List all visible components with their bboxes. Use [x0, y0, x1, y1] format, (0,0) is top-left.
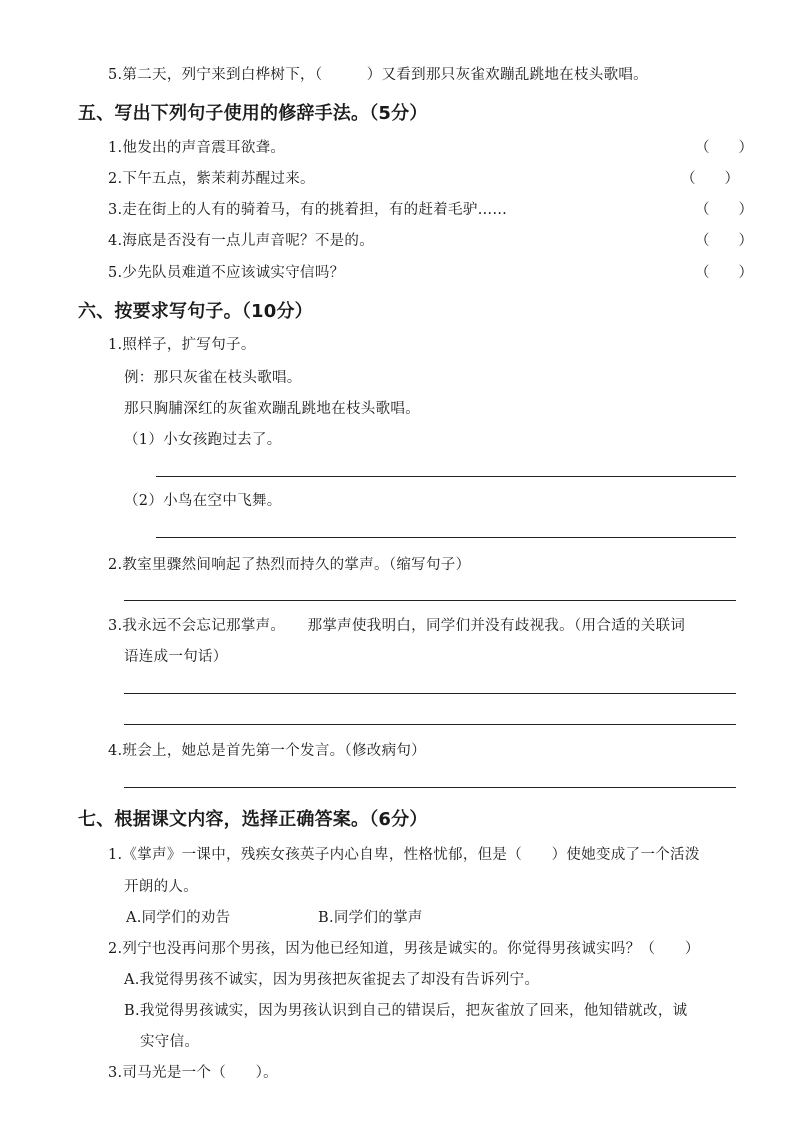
answer-line-q3-b[interactable] [124, 724, 736, 725]
s5-answer-paren-5[interactable]: （ ） [695, 265, 753, 281]
section-5-title: 五、写出下列句子使用的修辞手法。（5分） [78, 103, 428, 124]
s5-item-3: 3.走在街上的人有的骑着马，有的挑着担，有的赶着毛驴…… [108, 202, 508, 218]
s5-item-1: 1.他发出的声音震耳欲聋。 [108, 140, 286, 156]
answer-line-sub2[interactable] [156, 537, 736, 538]
s7-q1-option-b[interactable]: B.同学们的掌声 [318, 910, 423, 926]
s6-q1: 1.照样子，扩写句子。 [108, 337, 256, 353]
s6-q4: 4.班会上，她总是首先第一个发言。（修改病句） [108, 743, 426, 759]
s7-q3: 3.司马光是一个（ ）。 [108, 1065, 278, 1081]
s5-item-4: 4.海底是否没有一点儿声音呢？不是的。 [108, 233, 375, 249]
question-5-previous: 5.第二天，列宁来到白桦树下，（ ）又看到那只灰雀欢蹦乱跳地在枝头歌唱。 [108, 67, 648, 83]
s6-q3-line1: 3.我永远不会忘记那掌声。 那掌声使我明白，同学们并没有歧视我。（用合适的关联词 [108, 618, 686, 634]
s7-q2-option-a[interactable]: A.我觉得男孩不诚实，因为男孩把灰雀捉去了却没有告诉列宁。 [124, 972, 540, 988]
s6-q3-line2: 语连成一句话） [124, 649, 228, 665]
answer-line-q4[interactable] [124, 787, 736, 788]
answer-line-q3-a[interactable] [124, 693, 736, 694]
s7-q1-line1: 1.《掌声》一课中，残疾女孩英子内心自卑，性格忧郁，但是（ ）使她变成了一个活泼 [108, 847, 700, 863]
s7-q2-option-b-line2: 实守信。 [140, 1034, 200, 1050]
s5-item-5: 5.少先队员难道不应该诚实守信吗？ [108, 265, 345, 281]
s6-sub2: （2）小鸟在空中飞舞。 [124, 493, 282, 509]
s7-q2: 2.列宁也没再问那个男孩，因为他已经知道，男孩是诚实的。你觉得男孩诚实吗？（ ） [108, 941, 700, 957]
section-6-title: 六、按要求写句子。（10分） [78, 301, 313, 322]
s6-q2: 2.教室里骤然间响起了热烈而持久的掌声。（缩写句子） [108, 557, 471, 573]
section-7-title: 七、根据课文内容，选择正确答案。（6分） [78, 809, 428, 830]
s6-example-answer: 那只胸脯深红的灰雀欢蹦乱跳地在枝头歌唱。 [124, 401, 420, 417]
s6-sub1: （1）小女孩跑过去了。 [124, 432, 282, 448]
s5-item-2: 2.下午五点，紫茉莉苏醒过来。 [108, 171, 315, 187]
s5-answer-paren-4[interactable]: （ ） [695, 233, 753, 249]
s5-answer-paren-2[interactable]: （ ） [681, 171, 739, 187]
s5-answer-paren-3[interactable]: （ ） [695, 202, 753, 218]
s7-q2-option-b-line1[interactable]: B.我觉得男孩诚实，因为男孩认识到自己的错误后，把灰雀放了回来，他知错就改，诚 [124, 1003, 688, 1019]
s5-answer-paren-1[interactable]: （ ） [695, 140, 753, 156]
s7-q1-option-a[interactable]: A.同学们的劝告 [126, 910, 231, 926]
s7-q1-line2: 开朗的人。 [124, 879, 198, 895]
s6-example-label: 例：那只灰雀在枝头歌唱。 [124, 370, 302, 386]
answer-line-sub1[interactable] [156, 476, 736, 477]
answer-line-q2[interactable] [124, 600, 736, 601]
